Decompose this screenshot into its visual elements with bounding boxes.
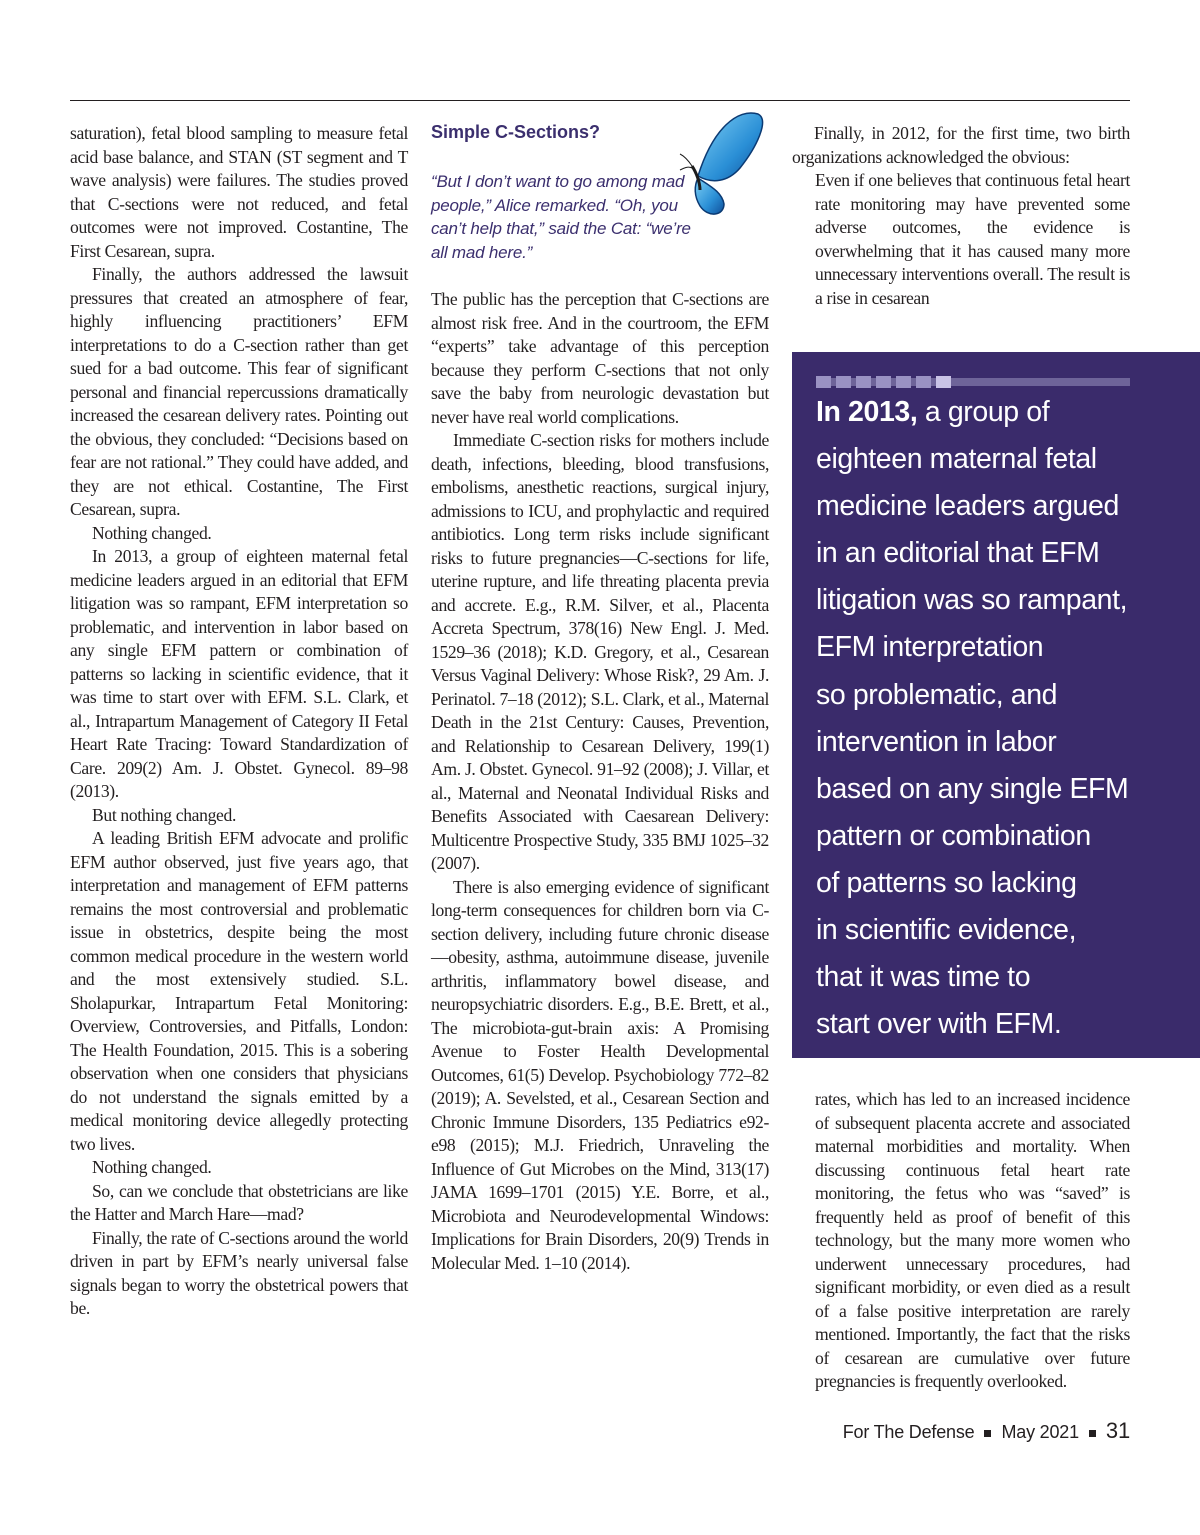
paragraph: So, can we conclude that obstetricians are like the Hatter and March Hare—mad? [70,1180,408,1224]
quote-text: Even if one believes that continuous fetal heart rate monitoring may have prevented some adverse outcomes, the evidence is overwhelming that it has caused many more unnecessary interventions overall. The result is a rise in cesarean [815,170,1130,308]
separator [984,1430,991,1437]
paragraph: There is also emerging evidence of significant long-term consequences for children born via C-section delivery, including future chronic disease—obesity, asthma, autoimmune disease, juvenile arthritis, inflammatory bowel disease, and neuropsychiatric disorders. E.g., B.E. Brett, et al., The microbiota-gut-brain axis: A Promising Avenue to Foster Health Developmental Outcomes, 61(5) Develop. Psychobiology 772–82 (2019); A. Sevelsted, et al., Cesarean Section and Chronic Immune Disorders, 135 Pediatrics e92-e98 (2015); M.J. Friedrich, Unraveling the Influence of Gut Microbes on the Mind, 313(17) JAMA 1699–1701 (2015) Y.E. Borre, et al., Microbiota and Neurodevelopmental Windows: Implications for Brain Disorders, 20(9) Trends in Molecular Med. 1–10 (2014). [431,876,769,1273]
paragraph: Finally, the authors addressed the lawsuit pressures that created an atmosphere of fear, highly influencing practitioners’ EFM interpretations to do a C-section rather than get sued for a bad outcome. This fear of significant personal and financial repercussions dramatically increased the cesarean delivery rates. Pointing out the obvious, they concluded: “Decisions based on fear are not rational.” They could have added, and they are not ethical. Costantine, The First Cesarean, supra. [70,264,408,519]
page-number: 31 [1105,1418,1130,1443]
issue-date: May 2021 [1001,1422,1079,1442]
paragraph: Immediate C-section risks for mothers include death, infections, bleeding, blood transfusions, embolisms, anesthetic reactions, surgical injury, admissions to ICU, and prophylactic and required antibiotics. Long term risks include significant risks to future pregnancies—C-sections for life, uterine rupture, and life threating placenta previa and accrete. E.g., R.M. Silver, et al., Placenta Accreta Spectrum, 378(16) New Engl. J. Med. 1529–36 (2018); K.D. Gregory, et al., Cesarean Versus Vaginal Delivery: Whose Risk?, 29 Am. J. Perinatol. 7–18 (2012); S.L. Clark, et al., Maternal Death in the 21st Century: Causes, Prevention, and Relationship to Cesarean Delivery, 199(1) Am. J. Obstet. Gynecol. 91–92 (2008); J. Villar, et al., Maternal and Neonatal Individual Risks and Benefits Associated with Caesarean Delivery: Multicentre Prospective Study, 335 BMJ 1025–32 (2007). [431,430,769,873]
sidebar-box [431,118,706,278]
paragraph: The public has the perception that C-sections are almost risk free. And in the courtroom, the EFM “experts” take advantage of this perception because they perform C-sections that not only save the baby from neurologic devastation but never have real world complications. [431,289,769,427]
pull-quote-text: In 2013, a group of eighteen maternal fetal medicine leaders argued in an editorial that EFM litigation was so rampant, EFM interpretation so problematic, and intervention in labor based on any single EFM pattern or combination of patterns so lacking in scientific evidence, that it was time to start over with EFM. [816,396,1129,1041]
pull-quote-lead: In 2013, [816,396,918,428]
paragraph: Finally, the rate of C-sections around the world driven in part by EFM’s nearly universal false signals began to worry the obstetrical powers that be. [70,1227,408,1318]
column-3-bottom [815,1088,1130,1394]
publication-name: For The Defense [842,1422,975,1442]
paragraph: saturation), fetal blood sampling to measure fetal acid base balance, and STAN (ST segment and T wave analysis) were failures. The studies proved that C-sections were not reduced, and fetal outcomes were not improved. Costantine, The First Cesarean, supra. [70,123,408,261]
sidebar-title: Simple C-Sections? [431,122,601,142]
block-quote [792,169,1130,310]
paragraph: Nothing changed. [92,522,212,543]
quote-text: rates, which has led to an increased incidence of subsequent placenta accrete and associated maternal morbidities and mortality. When discussing continuous fetal heart rate monitoring, the fetus who was “saved” is frequently held as proof of benefit of this technology, but the many more women who underwent unnecessary procedures, had significant morbidity, or even died as a result of a false positive interpretation are rarely mentioned. Importantly, the fact that the risks of cesarean are cumulative over future pregnancies is frequently overlooked. [815,1089,1130,1391]
column-1 [70,122,408,1321]
paragraph: Nothing changed. [92,1157,212,1177]
column-3-top [792,122,1130,310]
top-rule [70,100,1130,101]
paragraph: A leading British EFM advocate and prolific EFM author observed, just five years ago, that interpretation and management of EFM patterns remains the most controversial and problematic issue in obstetrics, despite being the most common medical procedure in the western world and the most extensively studied. S.L. Sholapurkar, Intrapartum Fetal Monitoring: Overview, Controversies, and Pitfalls, London: The Health Foundation, 2015. This is a sobering observation when one considers that physicians do not understand the signals emitted by a medical monitoring device allegedly protecting two lives. [70,828,408,1154]
column-2 [431,288,769,1275]
butterfly-icon [678,108,778,220]
sidebar-quote: “But I don’t want to go among mad people,” Alice remarked. “Oh, you can’t help that,” said the Cat: “we’re all mad here.” [431,172,691,262]
separator [1089,1430,1096,1437]
paragraph: In 2013, a group of eighteen maternal fetal medicine leaders argued in an editorial that EFM litigation was so rampant, EFM interpretation so problematic, and intervention in labor based on any single EFM pattern or combination of patterns so lacking in scientific evidence, that it was time to start over with EFM. S.L. Clark, et al., Intrapartum Management of Category II Fetal Heart Rate Tracing: Toward Standardization of Care. 209(2) Am. J. Obstet. Gynecol. 89–98 (2013). [70,546,408,801]
pull-quote [792,352,1200,1058]
page-footer [843,1418,1130,1444]
paragraph: But nothing changed. [92,804,236,825]
paragraph: Finally, in 2012, for the first time, two birth organizations acknowledged the obvious: [792,123,1130,167]
pull-quote-decoration [816,376,1130,386]
